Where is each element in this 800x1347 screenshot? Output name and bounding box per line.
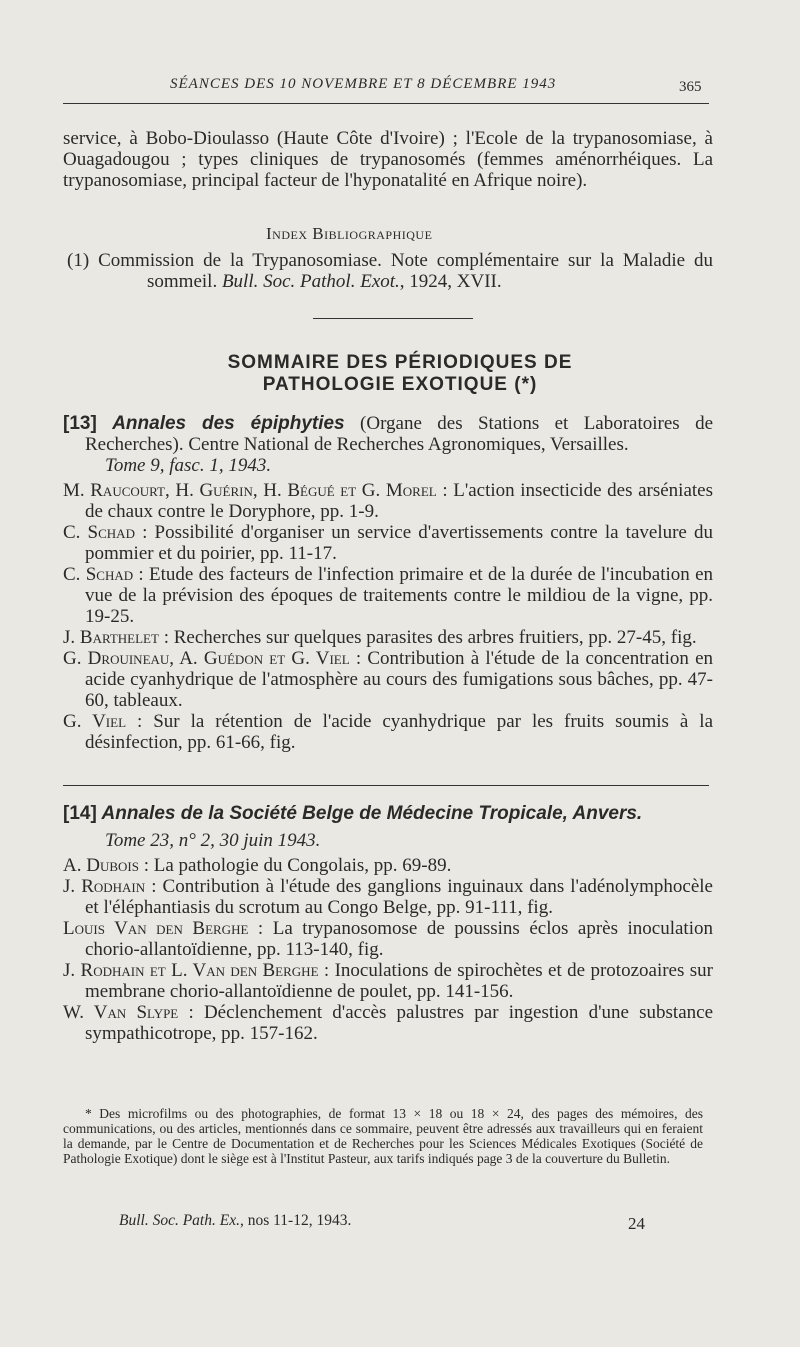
- section-13-entry: [63, 480, 713, 522]
- sommaire-heading: [160, 352, 640, 396]
- entry-authors: J. Barthelet: [63, 627, 159, 648]
- header-rule: [63, 103, 709, 104]
- entry-text: : Possibilité d'organiser un service d'avertissements contre la tavelure du pommier et du poirier, pp. 11-17.: [85, 522, 714, 564]
- footer-citation: [119, 1212, 351, 1230]
- footer-issue: , nos 11-12, 1943.: [239, 1212, 352, 1229]
- entry-authors: G. Drouineau, A. Guédon et G. Viel: [63, 648, 350, 669]
- index-entry-body: Commission de la Trypanosomiase. Note complémentaire sur la Maladie du sommeil.: [98, 250, 714, 292]
- section-14-entry: [63, 855, 713, 876]
- entry-authors: C. Schad: [63, 522, 135, 543]
- entry-text: : Sur la rétention de l'acide cyanhydrique par les fruits soumis à la désinfection, pp. 61-66, fig.: [85, 711, 714, 753]
- sommaire-line-1: SOMMAIRE DES PÉRIODIQUES DE: [227, 352, 573, 373]
- entry-text: : Déclenchement d'accès palustres par ingestion d'une substance sympathicotrope, pp. 157-162.: [85, 1002, 714, 1044]
- section-divider: [313, 318, 473, 319]
- section-13-entry: [63, 711, 713, 753]
- section-13-number: [13]: [63, 413, 97, 434]
- section-14-entry: [63, 960, 713, 1002]
- entry-authors: M. Raucourt, H. Guérin, H. Bégué et G. Morel: [63, 480, 437, 501]
- entry-authors: Louis Van den Berghe: [63, 918, 249, 939]
- entry-authors: C. Schad: [63, 564, 134, 585]
- section-rule: [63, 785, 709, 786]
- section-13-entry: [63, 522, 713, 564]
- section-14-entry: [63, 918, 713, 960]
- section-13-entry: [63, 627, 713, 648]
- signature-mark: 24: [628, 1214, 645, 1233]
- section-13-tome: Tome 9, fasc. 1, 1943.: [105, 455, 272, 476]
- section-13-journal: Annales des épiphyties: [112, 413, 345, 434]
- entry-text: : La trypanosomose de poussins éclos après inoculation chorio-allantoïdienne, pp. 113-140, fig.: [85, 918, 713, 960]
- index-title: Index Bibliographique: [266, 224, 433, 243]
- running-head: SÉANCES DES 10 NOVEMBRE ET 8 DÉCEMBRE 1943: [170, 76, 557, 92]
- entry-authors: W. Van Slype: [63, 1002, 179, 1023]
- footnote: * Des microfilms ou des photographies, de format 13 × 18 ou 18 × 24, des pages des mémoires, des communications, ou des articles, mentionnés dans ce sommaire, peuvent être adressés aux travailleurs qui en feraient la demande, par le Centre de Documentation et de Recherches pour les Sciences Médicales Exotiques (Société de Pathologie Exotique) dont le siège est à l'Institut Pasteur, aux tarifs indiqués page 3 de la couverture du Bulletin.: [63, 1106, 703, 1166]
- entry-text: : Contribution à l'étude de la concentration en acide cyanhydrique de l'atmosphère au cours des fumigations sous bâches, pp. 47-60, tableaux.: [85, 648, 713, 711]
- intro-paragraph: [63, 128, 713, 191]
- entry-text: : Etude des facteurs de l'infection primaire et de la durée de l'incubation en vue de la prévision des époques de traitements contre le mildiou de la vigne, pp. 19-25.: [85, 564, 713, 627]
- page-number: 365: [679, 79, 702, 95]
- section-14-number: [14]: [63, 803, 97, 824]
- entry-authors: G. Viel: [63, 711, 127, 732]
- entry-authors: J. Rodhain et L. Van den Berghe: [63, 960, 319, 981]
- section-14-journal: Annales de la Société Belge de Médecine Tropicale, Anvers.: [101, 803, 643, 824]
- section-14-entry: [63, 876, 713, 918]
- entry-text: : Contribution à l'étude des ganglions inguinaux dans l'adénolymphocèle et l'éléphantiasis du scrotum au Congo Belge, pp. 91-111, fig.: [85, 876, 713, 918]
- sommaire-line-2: PATHOLOGIE EXOTIQUE (*): [262, 374, 538, 395]
- index-entry-number: (1): [67, 250, 90, 271]
- entry-text: : Recherches sur quelques parasites des arbres fruitiers, pp. 27-45, fig.: [158, 627, 697, 648]
- entry-text: : La pathologie du Congolais, pp. 69-89.: [138, 855, 452, 876]
- entry-authors: A. Dubois: [63, 855, 139, 876]
- section-14-entry: [63, 1002, 713, 1044]
- section-13-heading: [63, 413, 713, 455]
- section-13-description: (Organe des Stations et Laboratoires de Recherches). Centre National de Recherches Agronomiques, Versailles.: [85, 413, 714, 455]
- index-entry: [63, 250, 713, 292]
- entry-text: : Inoculations de spirochètes et de protozoaires sur membrane chorio-allantoïdienne de poulet, pp. 141-156.: [85, 960, 713, 1002]
- section-14: [63, 803, 713, 1044]
- index-entry-tail: , 1924, XVII.: [399, 271, 502, 292]
- intro-text: service, à Bobo-Dioulasso (Haute Côte d'Ivoire) ; l'Ecole de la trypanosomiase, à Ouagadougou ; types cliniques de trypanosomés (femmes aménorrhéiques. La trypanosomiase, principal facteur de l'hyponatalité en Afrique noire).: [63, 128, 713, 191]
- index-entry-text: [63, 250, 713, 292]
- section-13-entry: [63, 564, 713, 627]
- section-14-heading: [63, 803, 713, 824]
- footer-journal: Bull. Soc. Path. Ex.: [119, 1212, 240, 1229]
- entry-authors: J. Rodhain: [63, 876, 146, 897]
- entry-text: : L'action insecticide des arséniates de chaux contre le Doryphore, pp. 1-9.: [85, 480, 713, 522]
- section-13: [63, 413, 713, 753]
- section-13-entry: [63, 648, 713, 711]
- index-entry-journal: Bull. Soc. Pathol. Exot.: [221, 271, 400, 292]
- section-14-tome: Tome 23, n° 2, 30 juin 1943.: [105, 830, 321, 851]
